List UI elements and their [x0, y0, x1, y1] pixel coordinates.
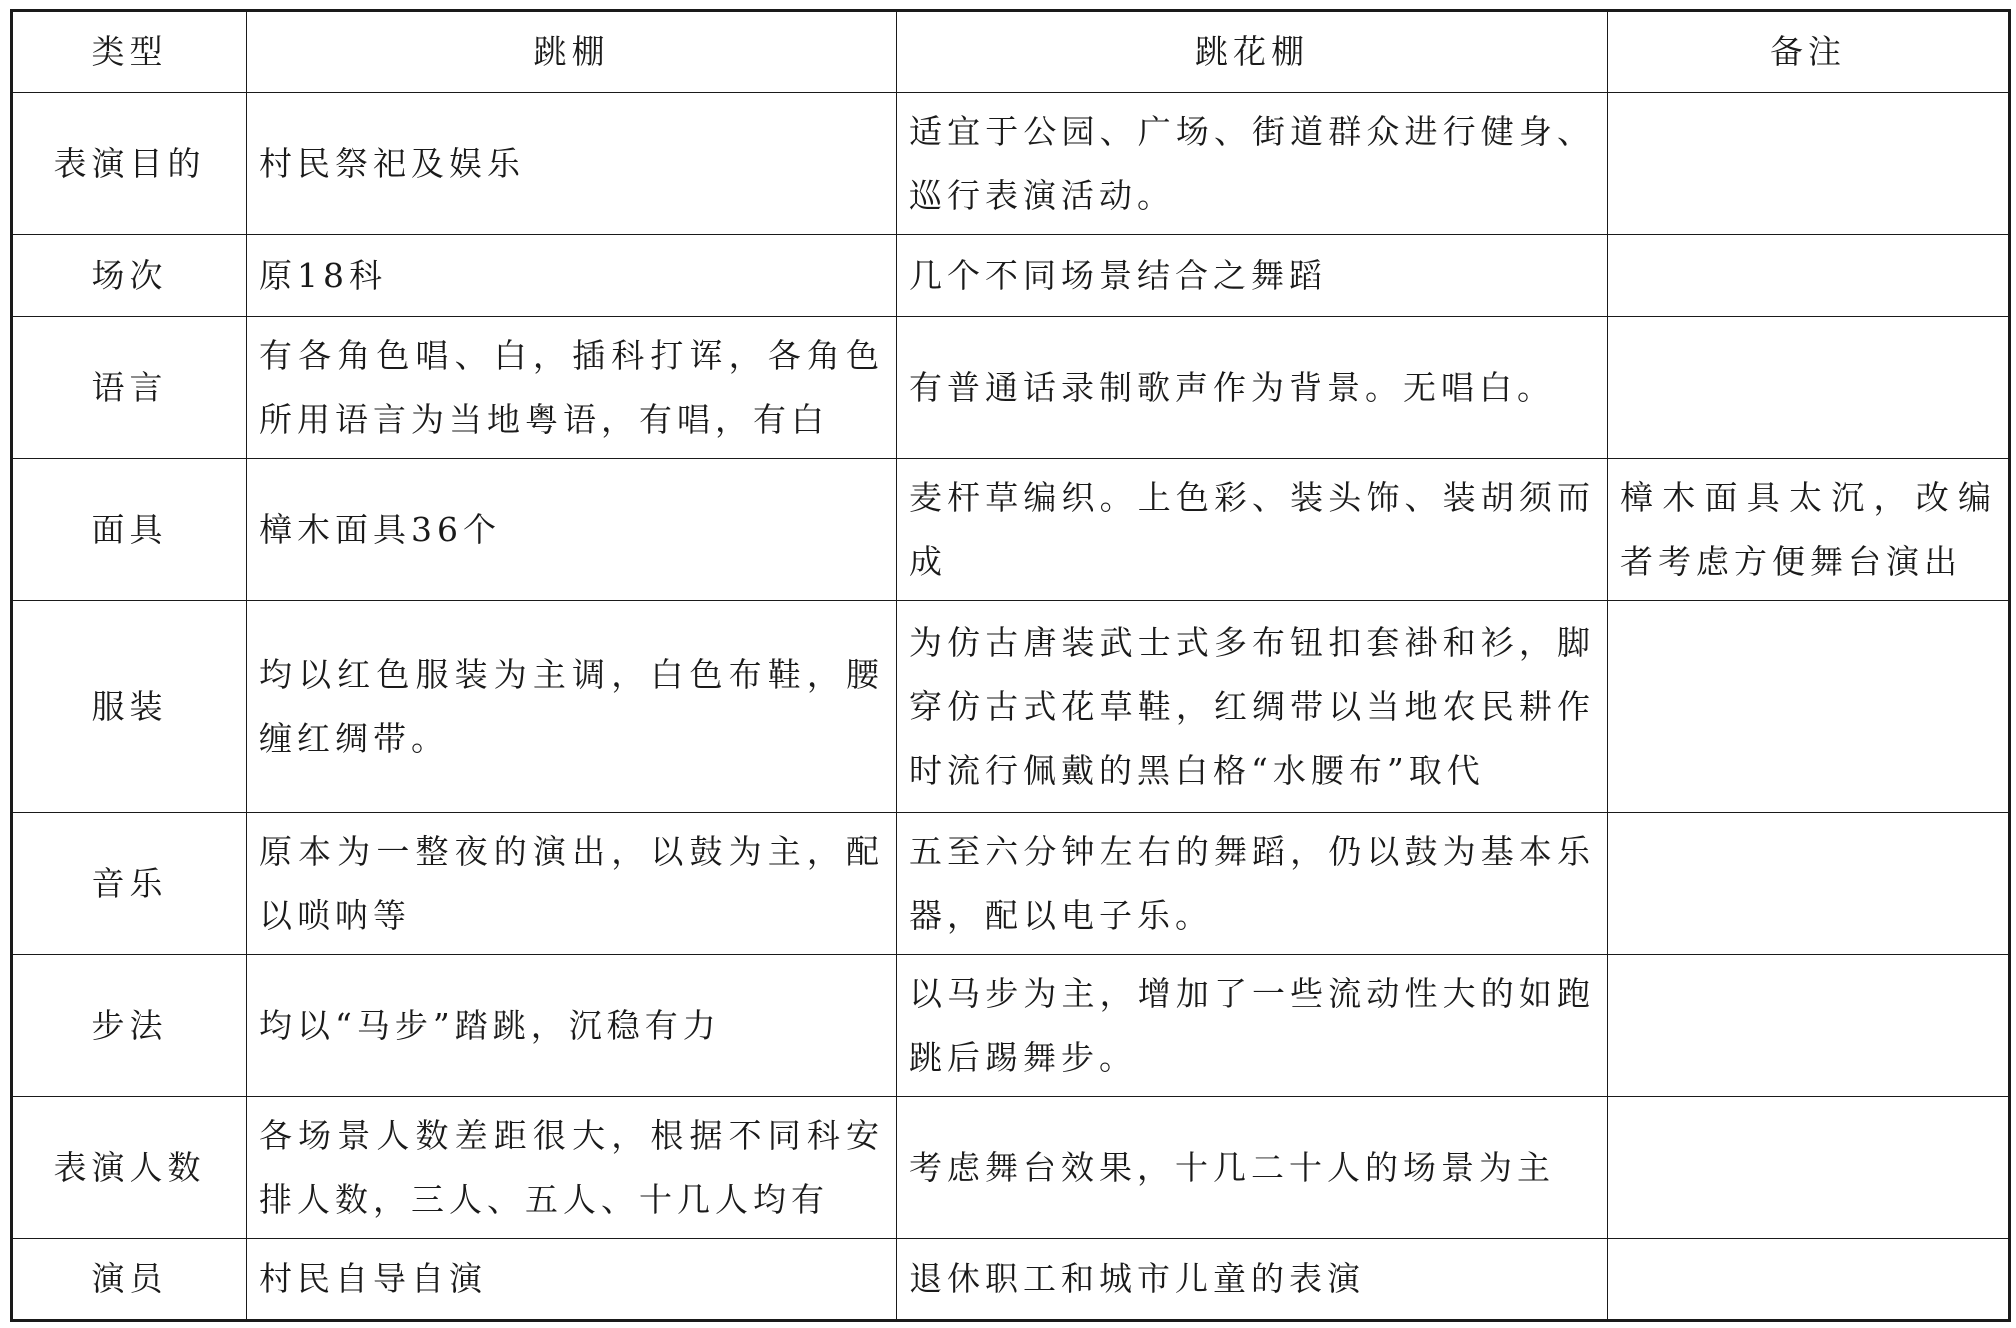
table-row — [12, 955, 2010, 1097]
cell-tiaohuapeng: 以马步为主，增加了一些流动性大的如跑跳后踢舞步。 — [897, 955, 1608, 1097]
header-tiaopeng: 跳棚 — [247, 11, 897, 93]
header-tiaohuapeng: 跳花棚 — [897, 11, 1608, 93]
cell-tiaopeng: 村民祭祀及娱乐 — [247, 93, 897, 235]
cell-tiaopeng: 均以“马步”踏跳，沉稳有力 — [247, 955, 897, 1097]
table-row — [12, 317, 2010, 459]
cell-note — [1608, 1097, 2010, 1239]
cell-note — [1608, 813, 2010, 955]
cell-tiaopeng: 樟木面具36个 — [247, 459, 897, 601]
row-type: 面具 — [12, 459, 247, 601]
table-row — [12, 235, 2010, 317]
table-row — [12, 459, 2010, 601]
cell-note: 樟木面具太沉，改编者考虑方便舞台演出 — [1608, 459, 2010, 601]
table-row — [12, 813, 2010, 955]
comparison-table — [10, 9, 2011, 1322]
cell-tiaohuapeng: 五至六分钟左右的舞蹈，仍以鼓为基本乐器，配以电子乐。 — [897, 813, 1608, 955]
table-row — [12, 601, 2010, 813]
cell-note — [1608, 955, 2010, 1097]
header-type: 类型 — [12, 11, 247, 93]
table-row — [12, 1239, 2010, 1321]
cell-tiaohuapeng: 退休职工和城市儿童的表演 — [897, 1239, 1608, 1321]
table-row — [12, 1097, 2010, 1239]
cell-tiaohuapeng: 麦杆草编织。上色彩、装头饰、装胡须而成 — [897, 459, 1608, 601]
row-type: 步法 — [12, 955, 247, 1097]
cell-tiaohuapeng: 为仿古唐装武士式多布钮扣套褂和衫，脚穿仿古式花草鞋，红绸带以当地农民耕作时流行佩戴的黑白格“水腰布”取代 — [897, 601, 1608, 813]
cell-tiaohuapeng: 有普通话录制歌声作为背景。无唱白。 — [897, 317, 1608, 459]
row-type: 语言 — [12, 317, 247, 459]
cell-tiaopeng: 村民自导自演 — [247, 1239, 897, 1321]
cell-note — [1608, 317, 2010, 459]
cell-tiaohuapeng: 几个不同场景结合之舞蹈 — [897, 235, 1608, 317]
cell-note — [1608, 235, 2010, 317]
cell-tiaopeng: 各场景人数差距很大，根据不同科安排人数，三人、五人、十几人均有 — [247, 1097, 897, 1239]
header-note: 备注 — [1608, 11, 2010, 93]
header-row — [12, 11, 2010, 93]
cell-note — [1608, 1239, 2010, 1321]
cell-tiaopeng: 均以红色服装为主调，白色布鞋，腰缠红绸带。 — [247, 601, 897, 813]
cell-tiaohuapeng: 适宜于公园、广场、街道群众进行健身、巡行表演活动。 — [897, 93, 1608, 235]
table-row — [12, 93, 2010, 235]
row-type: 表演目的 — [12, 93, 247, 235]
row-type: 演员 — [12, 1239, 247, 1321]
cell-tiaopeng: 原本为一整夜的演出，以鼓为主，配以唢呐等 — [247, 813, 897, 955]
row-type: 服装 — [12, 601, 247, 813]
cell-tiaopeng: 原18科 — [247, 235, 897, 317]
cell-note — [1608, 601, 2010, 813]
row-type: 场次 — [12, 235, 247, 317]
cell-note — [1608, 93, 2010, 235]
row-type: 音乐 — [12, 813, 247, 955]
cell-tiaohuapeng: 考虑舞台效果，十几二十人的场景为主 — [897, 1097, 1608, 1239]
row-type: 表演人数 — [12, 1097, 247, 1239]
cell-tiaopeng: 有各角色唱、白，插科打诨，各角色所用语言为当地粤语，有唱，有白 — [247, 317, 897, 459]
